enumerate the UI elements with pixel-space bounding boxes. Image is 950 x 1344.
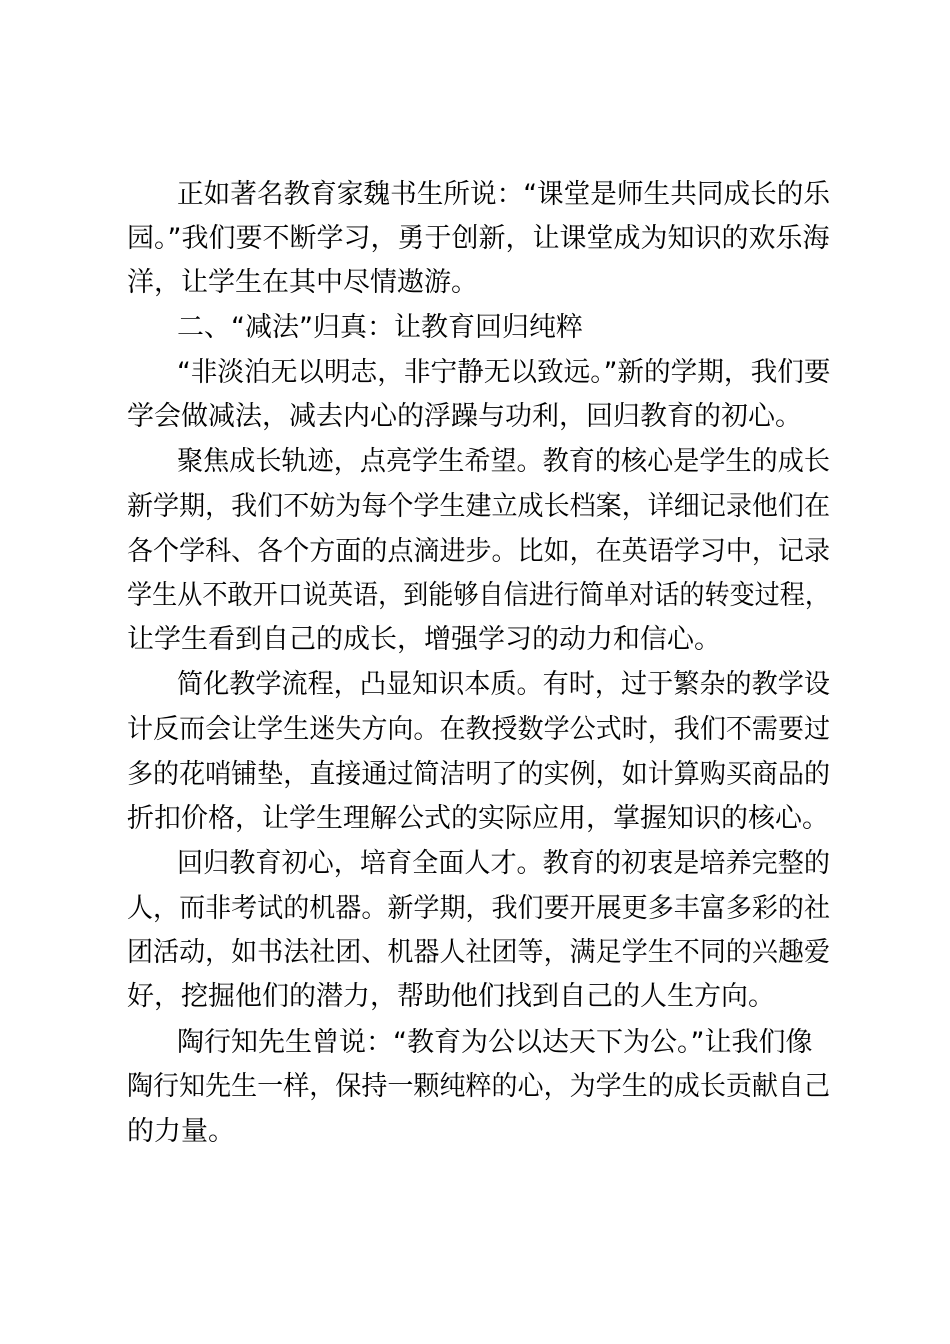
paragraph-line: 陶行知先生曾说：“教育为公以达天下为公。”让我们像	[177, 1027, 813, 1058]
paragraph-line: 的力量。	[127, 1116, 235, 1147]
paragraph-line: 正如著名教育家魏书生所说：“课堂是师生共同成长的乐	[177, 179, 830, 210]
paragraph-line: 团活动，如书法社团、机器人社团等，满足学生不同的兴趣爱	[127, 937, 830, 968]
paragraph-line: 多的花哨铺垫，直接通过简洁明了的实例，如计算购买商品的	[127, 759, 830, 790]
paragraph-line: 新学期，我们不妨为每个学生建立成长档案，详细记录他们在	[127, 491, 830, 522]
paragraph-line: 人，而非考试的机器。新学期，我们要开展更多丰富多彩的社	[127, 893, 830, 924]
paragraph-line: 聚焦成长轨迹，点亮学生希望。教育的核心是学生的成长	[177, 446, 830, 477]
paragraph-line: 折扣价格，让学生理解公式的实际应用，掌握知识的核心。	[127, 803, 829, 834]
paragraph-line: 学生从不敢开口说英语，到能够自信进行简单对话的转变过程，	[127, 580, 830, 611]
paragraph-line: 洋，让学生在其中尽情遨游。	[127, 267, 478, 298]
paragraph-line: 园。”我们要不断学习，勇于创新，让课堂成为知识的欢乐海	[127, 223, 830, 254]
section-heading: 二、“减法”归真：让教育回归纯粹	[177, 312, 583, 343]
paragraph-line: 学会做减法，减去内心的浮躁与功利，回归教育的初心。	[127, 401, 802, 432]
paragraph-line: 回归教育初心，培育全面人才。教育的初衷是培养完整的	[177, 848, 830, 879]
paragraph-line: 各个学科、各个方面的点滴进步。比如，在英语学习中，记录	[127, 536, 830, 567]
paragraph-line: 简化教学流程，凸显知识本质。有时，过于繁杂的教学设	[177, 669, 830, 700]
paragraph-line: 让学生看到自己的成长，增强学习的动力和信心。	[127, 624, 721, 655]
paragraph-line: “非淡泊无以明志，非宁静无以致远。”新的学期，我们要	[177, 357, 831, 388]
paragraph-line: 陶行知先生一样，保持一颗纯粹的心，为学生的成长贡献自己	[127, 1071, 830, 1102]
paragraph-line: 计反而会让学生迷失方向。在教授数学公式时，我们不需要过	[127, 714, 830, 745]
paragraph-line: 好，挖掘他们的潜力，帮助他们找到自己的人生方向。	[127, 981, 775, 1012]
